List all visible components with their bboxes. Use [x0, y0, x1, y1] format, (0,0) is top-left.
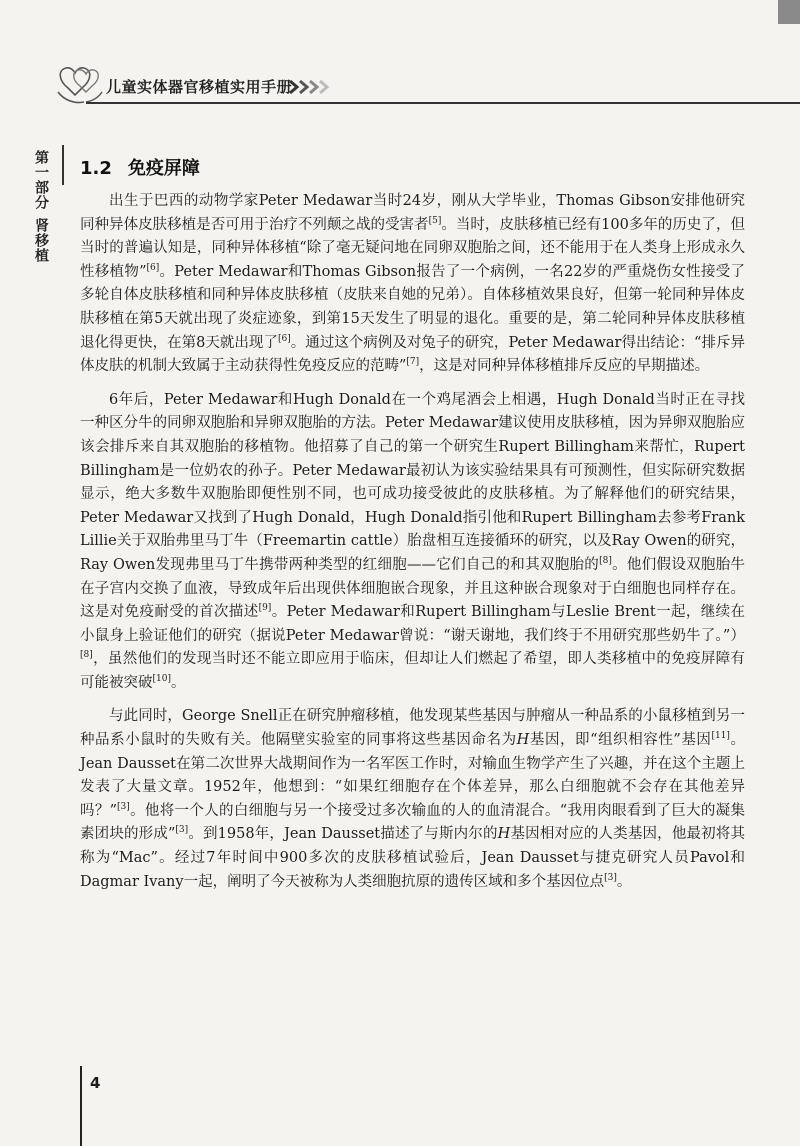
book-title: 儿童实体器官移植实用手册	[106, 78, 293, 96]
citation-ref: [5]	[428, 215, 442, 226]
chevrons-icon	[288, 78, 338, 96]
text-run: 6年后，Peter Medawar和Hugh Donald在一个鸡尾酒会上相遇，Hugh Donald当时正在寻找一种区分牛的同卵双胞胎和异卵双胞胎的方法。Peter Medawar建议使用皮肤移植，因为异卵双胞胎应该会排斥来自其双胞胎的移植物。他招募了自己的第一个研究生Rupert Billingham来帮忙，Rupert Billingham是一位奶农的孙子。Peter Medawar最初认为该实验结果具有可预测性，但实际研究数据显示，绝大多数牛双胞胎即便性别不同，也可成功接受彼此的皮肤移植。为了解释他们的研究结果，Peter Medawar又找到了Hugh Donald，Hugh Donald指引他和Rupert Billingham去参考Frank Lillie关于双胎弗里马丁牛（Freemartin cattle）胎盘相互连接循环的研究，以及Ray Owen的研究，Ray Owen发现弗里马丁牛携带两种类型的红细胞——它们自己的和其双胞胎的	[80, 391, 745, 573]
citation-ref: [10]	[152, 673, 171, 684]
section-heading	[80, 154, 200, 180]
text-run: 。Peter Medawar和Thomas Gibson报告了一个病例，一名22岁的严重烧伤女性接受了多轮自体皮肤移植和同种异体皮肤移植（皮肤来自她的兄弟）。自体移植效果良好，但第一轮同种异体皮肤移植在第5天就出现了炎症迹象，到第15天发生了明显的退化。重要的是，第二轮同种异体皮肤移植退化得更快，在第8天就出现了	[80, 263, 746, 351]
text-run: 。通过这个病例及对兔子的研究，Peter Medawar得出结论：“排斥异体皮肤的机制大致属于主动获得性免疫反应的范畴”	[80, 334, 745, 375]
citation-ref: [7]	[406, 357, 420, 368]
paragraph	[80, 705, 745, 894]
side-tab-part: 第一部分	[33, 150, 49, 210]
citation-ref: [6]	[277, 333, 291, 344]
side-tab	[30, 150, 52, 263]
section-title: 免疫屏障	[127, 158, 200, 179]
citation-ref: [6]	[146, 262, 160, 273]
running-header	[0, 0, 800, 120]
section-number: 1.2	[80, 158, 112, 179]
text-run: 基因，即“组织相容性”基因	[529, 732, 712, 749]
text-run: ，这是对同种异体移植排斥反应的早期描述。	[419, 358, 710, 375]
paragraph	[80, 190, 745, 379]
text-run: 。Peter Medawar和Rupert Billingham与Leslie Brent一起，继续在小鼠身上验证他们的研究（据说Peter Medawar曾说：“谢天谢地，我们终于不用研究那些奶牛了。”）	[80, 604, 745, 644]
text-run: 。Jean Dausset在第二次世界大战期间作为一名军医工作时，对输血生物学产生了兴趣，并在这个主题上发表了大量文章。1952年，他想到：“如果红细胞存在个体差异，那么白细胞就不会存在其他差异吗？”	[80, 732, 746, 819]
header-rule	[86, 102, 800, 104]
citation-ref: [9]	[258, 603, 272, 614]
citation-ref: [8]	[599, 555, 612, 566]
text-run: 。	[616, 873, 632, 890]
citation-ref: [11]	[711, 731, 730, 742]
gene-symbol: H	[497, 826, 511, 843]
paragraph	[80, 389, 745, 696]
page-number: 4	[90, 1074, 101, 1092]
text-run: 。当时，皮肤移植已经有100多年的历史了，但当时的普遍认知是，同种异体移植“除了毫无疑问地在同卵双胞胎之间，还不能用于在人类身上形成永久性移植物”	[80, 216, 745, 280]
side-tab-chapter: 肾移植	[33, 218, 49, 263]
text-run: 。到1958年，Jean Dausset描述了与斯内尔的	[188, 826, 498, 843]
footer-rule	[80, 1066, 82, 1146]
text-run: ，虽然他们的发现当时还不能立即应用于临床，但却让人们燃起了希望，即人类移植中的免疫屏障有可能被突破	[80, 651, 745, 691]
body-text	[80, 190, 745, 894]
corner-mark	[778, 0, 800, 24]
heart-hands-logo-icon	[54, 58, 106, 106]
text-run: 。他们假设双胞胎牛在子宫内交换了血液，导致成年后出现供体细胞嵌合现象，并且这种嵌合现象对于白细胞也同样存在。这是对免疫耐受的首次描述	[80, 556, 746, 621]
side-rule	[62, 145, 64, 185]
citation-ref: [3]	[175, 825, 189, 836]
citation-ref: [3]	[604, 872, 617, 883]
text-run: 出生于巴西的动物学家Peter Medawar当时24岁，刚从大学毕业，Thomas Gibson安排他研究同种异体皮肤移植是否可用于治疗不列颠之战的受害者	[80, 193, 745, 233]
text-run: 。	[170, 674, 186, 691]
text-run: 基因相对应的人类基因，他最初将其称为“Mac”。经过7年时间中900多次的皮肤移植试验后，Jean Dausset与捷克研究人员Pavol和Dagmar Ivany一起，阐明了今天被称为人类细胞抗原的遗传区域和多个基因位点	[80, 826, 745, 890]
citation-ref: [3]	[117, 801, 130, 812]
text-run: 与此同时，George Snell正在研究肿瘤移植，他发现某些基因与肿瘤从一种品系的小鼠移植到另一种品系小鼠时的失败有关。他隔壁实验室的同事将这些基因命名为	[80, 708, 745, 749]
text-run: 。他将一个人的白细胞与另一个接受过多次输血的人的血清混合。“我用肉眼看到了巨大的凝集素团块的形成”	[80, 802, 745, 843]
citation-ref: [8]	[80, 650, 93, 661]
gene-symbol: H	[516, 732, 530, 749]
